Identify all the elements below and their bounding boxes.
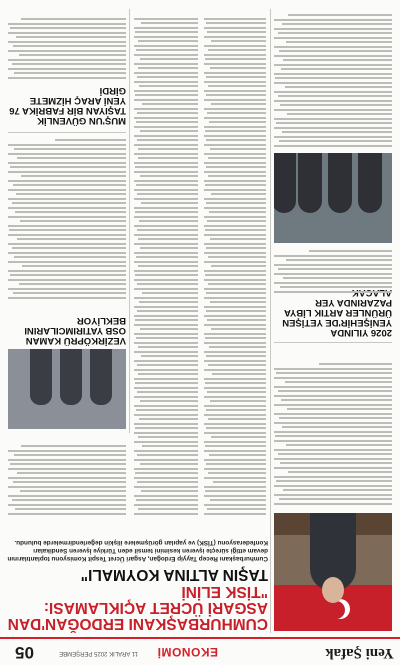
bottom-right-story-text: [8, 9, 126, 79]
main-story-deck: Cumhurbaşkanı Recep Tayyip Erdoğan, Asgari Ücret Tespit Komisyonu toplantılarının devam ettiği süreçte işveren kesimini temsil eden Türkiye İşveren Sendikaları Konfederasyonu (TİSK) ve yapılan görüşmelere ilişkin değerlendirmelerde bulundu.: [7, 539, 268, 562]
left-story-headline: 2026 YILINDA YENİŞEHİR'DE YETİŞEN ÜRÜNLER ARTIK LİBYA PAZARINDA YER: [282, 297, 392, 338]
column-rule: [129, 9, 130, 433]
erdogan-photo: [274, 513, 392, 631]
issue-date: 11 ARALIK 2025 PERŞEMBE: [59, 650, 138, 656]
main-story-column-1: [204, 15, 266, 515]
main-headline-black: TAŞIN ALTINA KOYMALI": [80, 566, 268, 583]
story-divider: [8, 132, 126, 133]
main-headline-red: CUMHURBAŞKANI ERDOĞAN'DAN ASGARİ ÜCRET AÇIKLAMASI: "TİSK ELİNİ: [7, 583, 268, 632]
right-column-text: [8, 435, 126, 515]
left-story-intro: [274, 247, 392, 293]
story-divider: [274, 342, 392, 343]
side-story-headline: VEZİRKÖPRÜ KAMAN OSB YATIRIMCILARINI BEKLİYOR: [24, 315, 126, 346]
column-rule: [270, 9, 271, 633]
bottom-right-story-headline: MUŞ'UN GÜVENLİK TAŞIYAN BİR FABRİKA 76 YENİ ARAÇ HİZMETE GİRDİ: [9, 85, 126, 126]
main-story-header: [6, 538, 268, 631]
section-title: EKONOMİ: [157, 645, 218, 659]
page-number: 05: [15, 643, 34, 662]
left-column-text: [274, 345, 392, 505]
industrial-zone-photo: [8, 349, 126, 429]
main-story-column-2: [134, 15, 198, 515]
agriculture-photo: [274, 153, 392, 243]
left-story-text: [274, 9, 392, 147]
speaker-face: [322, 577, 344, 603]
side-story-text: [8, 139, 126, 299]
newspaper-logo: Yeni Şafak: [325, 645, 394, 661]
masthead: [0, 637, 400, 665]
